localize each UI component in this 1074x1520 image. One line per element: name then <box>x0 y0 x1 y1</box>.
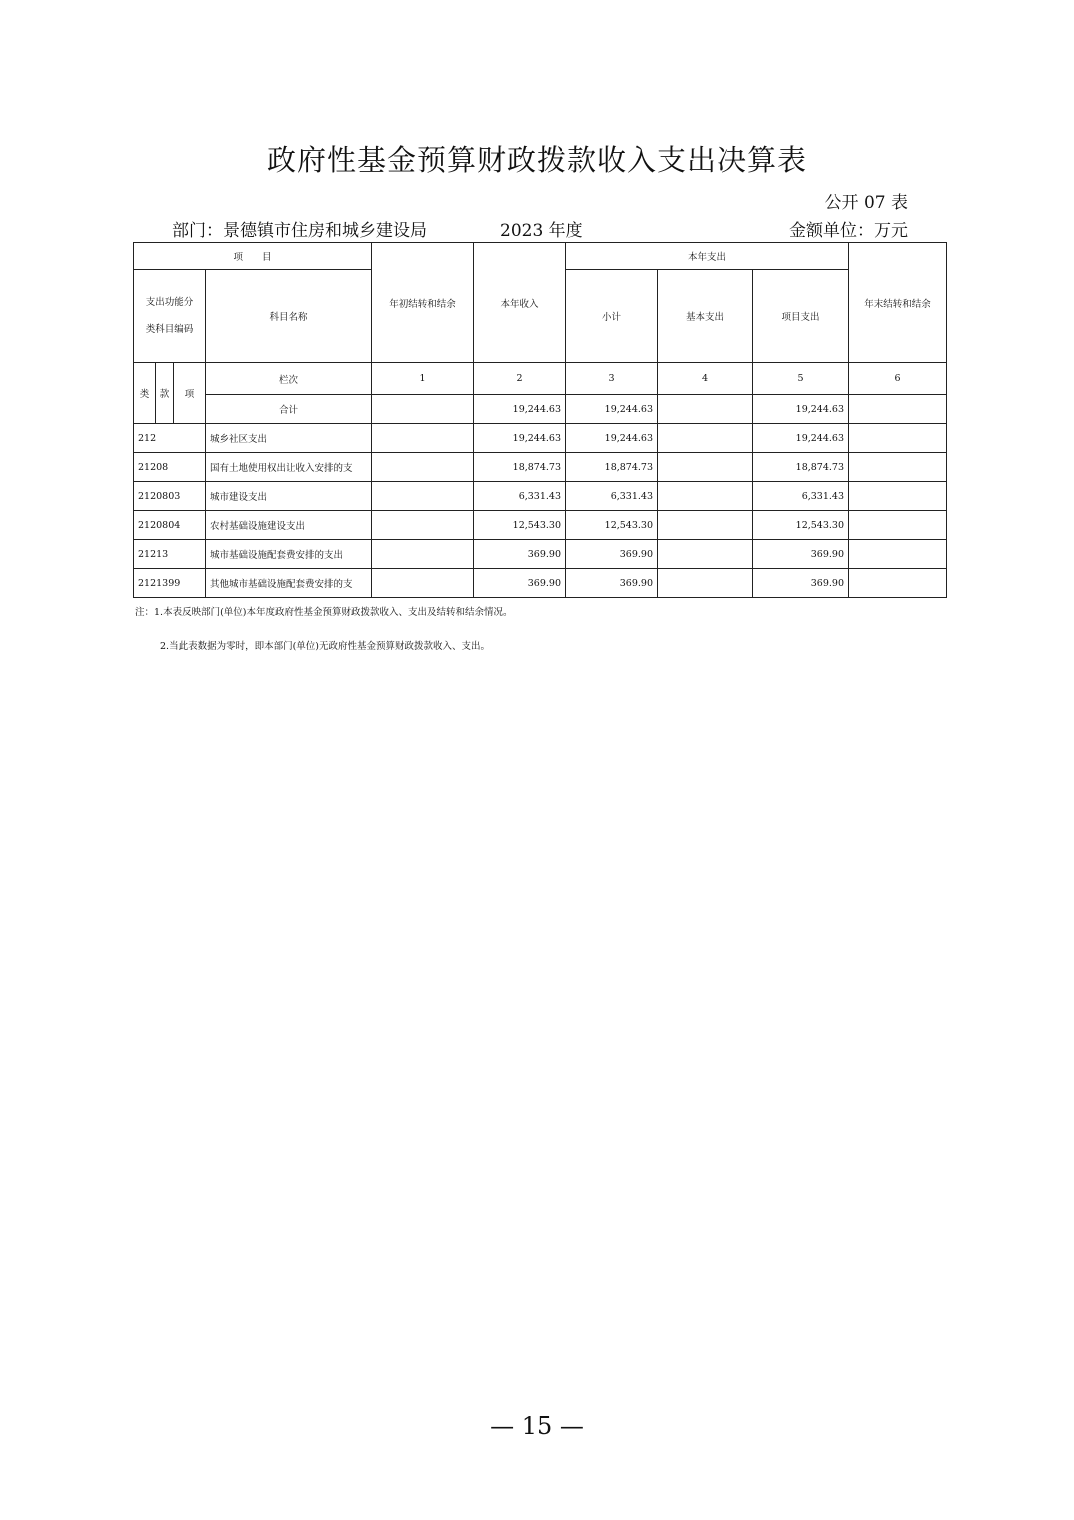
row-subtotal: 19,244.63 <box>566 424 658 453</box>
row-end <box>849 453 947 482</box>
row-end <box>849 540 947 569</box>
col-index-6: 6 <box>849 363 947 395</box>
subtotal-header: 小计 <box>566 270 658 363</box>
begin-balance-header: 年初结转和结余 <box>372 243 474 363</box>
amount-unit: 金额单位：万元 <box>789 221 908 241</box>
row-code: 2121399 <box>134 569 206 598</box>
table-row <box>134 482 947 511</box>
col-index-3: 3 <box>566 363 658 395</box>
row-basic <box>658 482 753 511</box>
total-project: 19,244.63 <box>753 395 849 424</box>
row-project: 12,543.30 <box>753 511 849 540</box>
row-subtotal: 6,331.43 <box>566 482 658 511</box>
row-project: 369.90 <box>753 569 849 598</box>
basic-header: 基本支出 <box>658 270 753 363</box>
row-begin <box>372 569 474 598</box>
fiscal-year: 2023 年度 <box>500 221 583 241</box>
row-begin <box>372 482 474 511</box>
row-project: 369.90 <box>753 540 849 569</box>
total-basic <box>658 395 753 424</box>
row-subtotal: 369.90 <box>566 569 658 598</box>
row-begin <box>372 511 474 540</box>
row-code: 2120803 <box>134 482 206 511</box>
func-code-header <box>134 270 206 363</box>
column-index-row <box>134 363 947 395</box>
row-subtotal: 369.90 <box>566 540 658 569</box>
row-basic <box>658 569 753 598</box>
total-begin <box>372 395 474 424</box>
budget-table <box>133 242 947 598</box>
col-index-1: 1 <box>372 363 474 395</box>
table-row <box>134 424 947 453</box>
page-title: 政府性基金预算财政拨款收入支出决算表 <box>266 143 807 177</box>
header-row-1 <box>134 243 947 270</box>
project-header: 项 目 <box>134 243 372 270</box>
row-subtotal: 18,874.73 <box>566 453 658 482</box>
kuan-header: 款 <box>156 363 174 424</box>
row-name: 其他城市基础设施配套费安排的支 <box>206 569 372 598</box>
row-begin <box>372 453 474 482</box>
row-end <box>849 482 947 511</box>
project-expense-header: 项目支出 <box>753 270 849 363</box>
row-basic <box>658 540 753 569</box>
table-row <box>134 511 947 540</box>
row-basic <box>658 453 753 482</box>
lei-header: 类 <box>134 363 156 424</box>
page-number: — 15 — <box>490 1412 584 1440</box>
row-end <box>849 424 947 453</box>
lanci-header: 栏次 <box>206 363 372 395</box>
row-income: 18,874.73 <box>474 453 566 482</box>
subject-name-header: 科目名称 <box>206 270 372 363</box>
xiang-header: 项 <box>174 363 206 424</box>
row-name: 城市基础设施配套费安排的支出 <box>206 540 372 569</box>
row-end <box>849 511 947 540</box>
form-number: 公开 07 表 <box>824 193 908 213</box>
row-code: 2120804 <box>134 511 206 540</box>
expense-group-header: 本年支出 <box>566 243 849 270</box>
row-project: 6,331.43 <box>753 482 849 511</box>
row-code: 21208 <box>134 453 206 482</box>
func-code-header-text: 支出功能分类科目编码 <box>145 297 194 335</box>
total-label: 合计 <box>206 395 372 424</box>
row-income: 19,244.63 <box>474 424 566 453</box>
row-begin <box>372 424 474 453</box>
row-name: 城市建设支出 <box>206 482 372 511</box>
note-2: 2.当此表数据为零时，即本部门(单位)无政府性基金预算财政拨款收入、支出。 <box>160 641 490 652</box>
row-name: 国有土地使用权出让收入安排的支 <box>206 453 372 482</box>
row-project: 19,244.63 <box>753 424 849 453</box>
row-name: 城乡社区支出 <box>206 424 372 453</box>
row-subtotal: 12,543.30 <box>566 511 658 540</box>
row-income: 369.90 <box>474 569 566 598</box>
income-header: 本年收入 <box>474 243 566 363</box>
row-code: 212 <box>134 424 206 453</box>
total-row <box>134 395 947 424</box>
total-income: 19,244.63 <box>474 395 566 424</box>
department-label: 部门：景德镇市住房和城乡建设局 <box>172 221 427 241</box>
row-code: 21213 <box>134 540 206 569</box>
note-1: 注：1.本表反映部门(单位)本年度政府性基金预算财政拨款收入、支出及结转和结余情况。 <box>135 607 513 618</box>
row-basic <box>658 511 753 540</box>
row-begin <box>372 540 474 569</box>
row-basic <box>658 424 753 453</box>
col-index-2: 2 <box>474 363 566 395</box>
end-balance-header: 年末结转和结余 <box>849 243 947 363</box>
row-name: 农村基础设施建设支出 <box>206 511 372 540</box>
table-row <box>134 569 947 598</box>
row-income: 12,543.30 <box>474 511 566 540</box>
table-row <box>134 540 947 569</box>
row-income: 369.90 <box>474 540 566 569</box>
total-subtotal: 19,244.63 <box>566 395 658 424</box>
total-end <box>849 395 947 424</box>
row-income: 6,331.43 <box>474 482 566 511</box>
row-project: 18,874.73 <box>753 453 849 482</box>
col-index-4: 4 <box>658 363 753 395</box>
table-row <box>134 453 947 482</box>
col-index-5: 5 <box>753 363 849 395</box>
row-end <box>849 569 947 598</box>
